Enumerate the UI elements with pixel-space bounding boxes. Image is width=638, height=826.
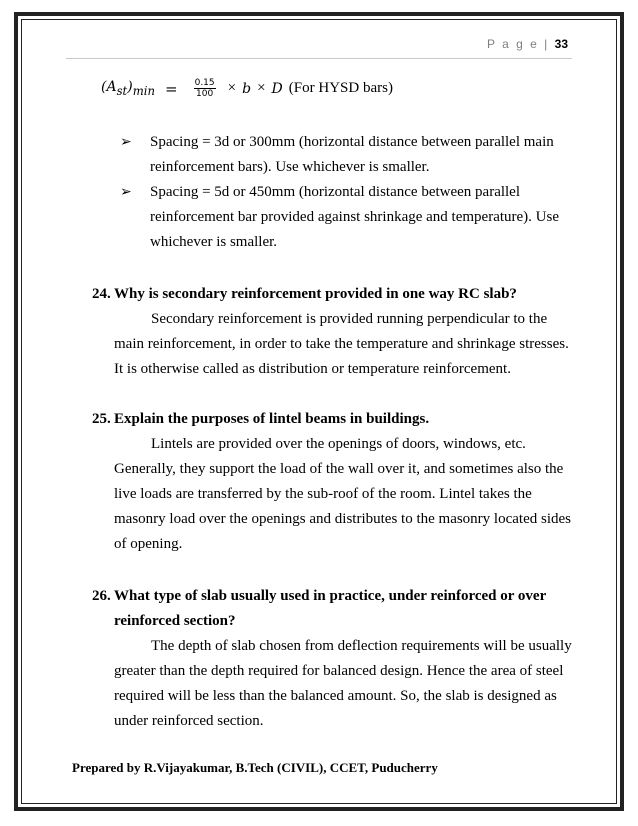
bullet-text: Spacing = 3d or 300mm (horizontal distance between parallel main reinforcement bars). Use whichever is smaller. (150, 134, 554, 175)
header-divider (66, 58, 572, 59)
page-label: P a g e (487, 37, 539, 51)
bullet-text: Spacing = 5d or 450mm (horizontal distance between parallel reinforcement bar provided against shrinkage and temperature). Use whichever is smaller. (150, 184, 559, 250)
spacing-bullet-list (120, 130, 570, 255)
question-heading: 24. Why is secondary reinforcement provided in one way RC slab? (92, 286, 517, 302)
question-24 (92, 282, 572, 382)
answer-paragraph: Lintels are provided over the openings of doors, windows, etc. Generally, they support the load of the wall over it, and sometimes also the live loads are transferred by the sub-roof of the room. Lintel takes the masonry load over the openings and distributes to the masonry located sides of opening. (114, 436, 571, 552)
answer-paragraph: The depth of slab chosen from deflection requirements will be usually greater than the depth required for balanced design. Hence the area of steel required will be less than the balanced amount. So, the slab is designed as under reinforced section. (114, 638, 572, 729)
page-number: 33 (554, 37, 568, 51)
page-number-header (487, 37, 568, 51)
formula-times-2: × (257, 80, 266, 96)
arrow-bullet-icon: ➢ (120, 134, 132, 150)
question-heading: 26. What type of slab usually used in practice, under reinforced or over reinforced section? (92, 588, 546, 629)
formula-note: (For HYSD bars) (288, 80, 393, 96)
formula-times-1: × (227, 80, 237, 96)
page-separator: | (544, 37, 550, 51)
bullet-item (120, 130, 570, 180)
formula-equals: = (165, 79, 178, 98)
answer-paragraph: Secondary reinforcement is provided running perpendicular to the main reinforcement, in order to take the temperature and shrinkage stresses. It is otherwise called as distribution or temperature reinforcement. (114, 311, 569, 377)
arrow-bullet-icon: ➢ (120, 184, 132, 200)
formula-d: D (271, 80, 283, 97)
formula-lhs: $(A_{st})_{min}$ (101, 79, 156, 98)
question-25 (92, 407, 572, 557)
formula-ast-min (101, 78, 393, 99)
formula-b: b (242, 80, 252, 97)
formula-fraction: $\frac{0.15}{100}$ (194, 78, 215, 99)
question-26 (92, 584, 572, 734)
bullet-item (120, 180, 570, 255)
footer-credit: Prepared by R.Vijayakumar, B.Tech (CIVIL), CCET, Puducherry (72, 760, 438, 775)
question-heading: 25. Explain the purposes of lintel beams in buildings. (92, 411, 430, 427)
